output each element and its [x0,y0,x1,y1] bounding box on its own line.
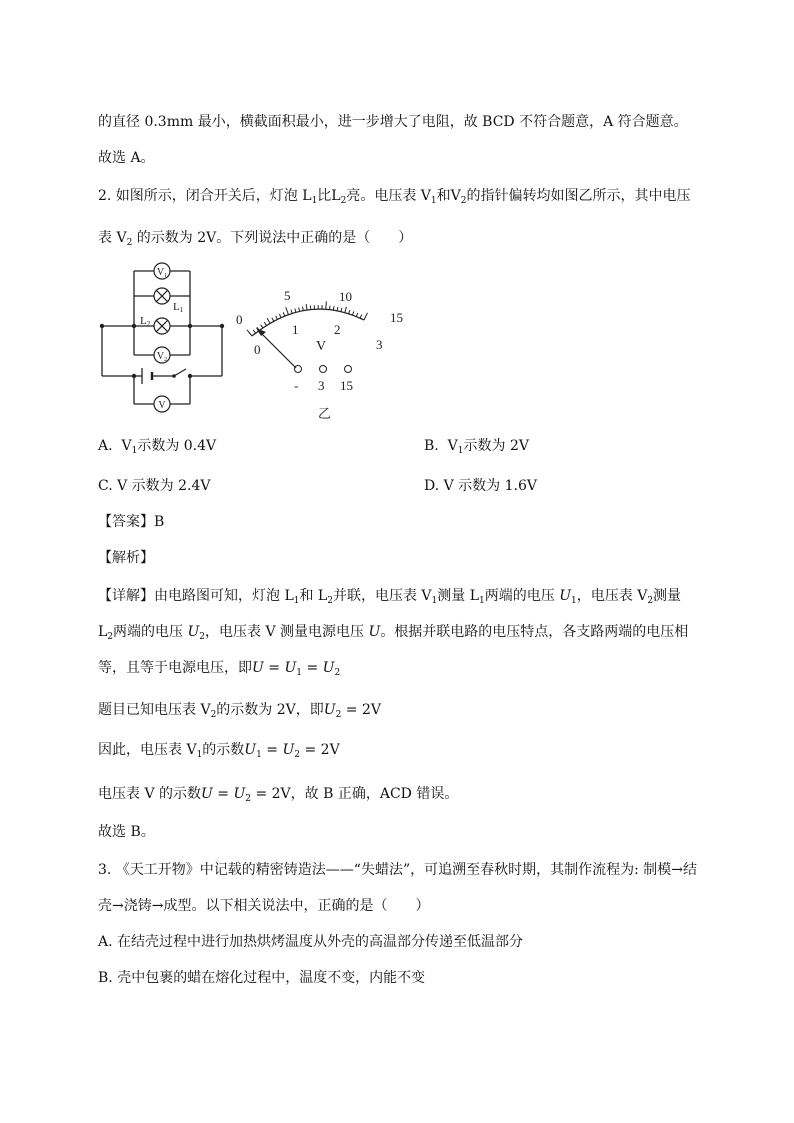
q2-detail-line-4: 题目已知电压表 $V_2$的示数为 2V，即$U_2 = 2V$ [98,702,381,720]
q3-option-b: B. 壳中包裹的蜡在熔化过程中，温度不变，内能不变 [98,970,426,986]
intro-line-2: 故选 A。 [98,150,155,166]
q2-option-c: C. V 示数为 2.4V [98,478,211,494]
dial-top-10: 10 [339,289,352,304]
q2-option-d: D. V 示数为 1.6V [424,478,538,494]
q3-option-a: A. 在结壳过程中进行加热烘烤温度从外壳的高温部分传递至低温部分 [98,934,524,950]
dial-tick [341,308,342,312]
dial-tick [306,304,307,310]
dial-tick [364,313,367,320]
dial-tick [326,301,327,309]
svg-text:V1: $V_1$ [156,267,168,279]
dial-tick [291,310,292,314]
q2-figure [96,258,416,426]
voltmeter-v1-icon [154,263,170,279]
q2-option-a: A. $V_1$示数为 0.4V [98,438,217,456]
q3-stem-line-1: 3. 《天工开物》中记载的精密铸造法——“失蜡法”，可追溯至春秋时期，其制作流程为: 制模→结 [98,862,698,878]
dial-tick [349,310,350,314]
q2-detail-line-1: 【详解】由电路图可知，灯泡 $L_1$和 $L_2$并联，电压表 $V_1$测量 $L_1$两端的电压 $U_1$，电压表 $V_2$测量 [98,588,682,606]
dial-tick [360,315,362,319]
dial-unit: V [316,339,327,354]
lamp-l1-icon [154,288,170,304]
lamp-l2-icon [154,318,170,334]
dial-tick [283,312,285,316]
svg-text:L1: L1 [173,301,184,314]
voltmeter-dial [236,288,403,421]
dial-top-5: 5 [284,288,291,303]
dial-tick [299,307,300,311]
terminal-15: 15 [340,378,353,393]
svg-text:V: V [158,400,166,411]
dial-top-15: 15 [390,310,403,325]
svg-text:V2: $V_2$ [156,351,168,363]
figure-caption: 乙 [318,406,332,421]
dial-tick [253,330,255,333]
dial-bottom-3: 3 [376,337,383,352]
q3-stem-line-2: 壳→浇铸→成型。以下相关说法中，正确的是（ ） [98,898,430,914]
voltmeter-v2-icon [154,347,170,363]
q2-stem-line-2: 表 $V_2$ 的示数为 2V。下列说法中正确的是（ ） [98,230,413,248]
q2-detail-line-5: 因此，电压表 $V_1$的示数$U_1 = U_2 = 2V$ [98,742,340,760]
voltmeter-v-icon [154,396,170,412]
intro-line-1: 的直径 0.3mm 最小，横截面积最小，进一步增大了电阻，故 BCD 不符合题意，A 符合题意。 [98,114,688,130]
dial-tick [279,314,281,318]
dial-tick [264,322,266,325]
q2-detail-line-7: 故选 B。 [98,824,155,840]
dial-top-0: 0 [236,312,243,327]
dial-tick [272,318,274,322]
dial-bottom-0: 0 [254,342,261,357]
dial-tick [352,311,353,315]
terminal-minus: - [294,378,299,393]
terminal-3: 3 [318,378,325,393]
q2-detail-line-6: 电压表 V 的示数$U = U_2 = 2V$，故 B 正确，ACD 错误。 [98,786,459,804]
dial-tick [303,307,304,311]
q2-detail-line-3: 等，且等于电源电压，即$U = U_1 = U_2$ [98,660,341,678]
dial-tick [247,330,252,336]
q2-stem-line-1: 2. 如图所示，闭合开关后，灯泡 $L_1$比$L_2$亮。电压表 $V_1$和$V_2$的指针偏转均如图乙所示，其中电压 [98,188,691,206]
dial-tick [345,307,347,313]
dial-tick [286,307,289,315]
q2-analysis-heading: 【解析】 [98,550,154,566]
dial-bottom-2: 2 [334,322,341,337]
dial-tick [276,316,278,320]
dial-bottom-1: 1 [292,322,299,337]
q2-answer: 【答案】B [98,514,165,530]
dial-tick [356,313,357,317]
dial-tick [261,325,263,328]
q2-detail-line-2: $L_2$两端的电压 $U_2$，电压表 V 测量电源电压 U。根据并联电路的电压特点，各支路两端的电压相 [98,624,689,642]
dial-tick [267,318,270,323]
svg-text:L2: L2 [140,315,151,328]
dial-tick [333,306,334,310]
dial-tick [295,308,296,312]
q2-option-b: B. $V_1$示数为 2V [424,438,529,456]
dial-tick [337,307,338,311]
